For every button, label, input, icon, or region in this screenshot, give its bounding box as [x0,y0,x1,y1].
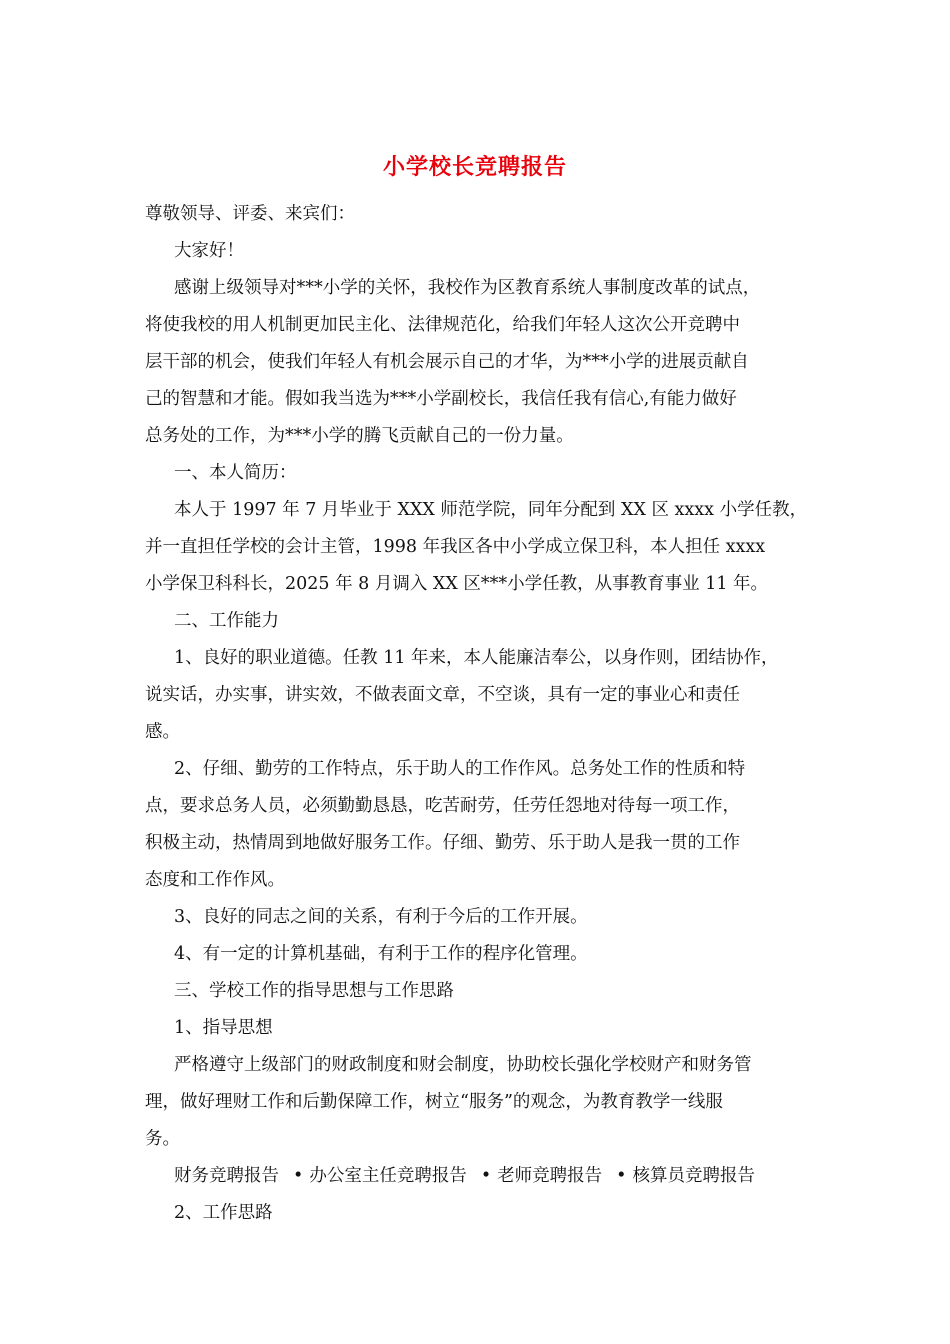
body-line: 2、仔细、勤劳的工作特点，乐于助人的工作作风。总务处工作的性质和特 [174,759,746,779]
body-line: 大家好！ [174,241,244,261]
related-link-finance[interactable]: 财务竞聘报告 [174,1166,279,1186]
section-heading: 三、学校工作的指导思想与工作思路 [174,981,454,1001]
body-line: 严格遵守上级部门的财政制度和财会制度，协助校长强化学校财产和财务管 [174,1055,752,1075]
body-line: 己的智慧和才能。假如我当选为***小学副校长，我信任我有信心,有能力做好 [145,389,737,409]
body-line: 3、良好的同志之间的关系，有利于今后的工作开展。 [174,907,588,927]
body-line: 小学保卫科科长，2025 年 8 月调入 XX 区***小学任教，从事教育事业 11 年。 [145,574,769,594]
body-line: 感。 [145,722,180,742]
related-link-accountant[interactable]: 核算员竞聘报告 [632,1166,755,1186]
body-line: 层干部的机会，使我们年轻人有机会展示自己的才华，为***小学的进展贡献自 [145,352,749,372]
section-heading: 二、工作能力 [174,611,279,631]
body-line: 说实话，办实事，讲实效，不做表面文章，不空谈，具有一定的事业心和责任 [145,685,740,705]
body-line: 4、有一定的计算机基础，有利于工作的程序化管理。 [174,944,588,964]
bullet-separator: • [616,1166,627,1186]
body-line: 将使我校的用人机制更加民主化、法律规范化，给我们年轻人这次公开竞聘中 [145,315,740,335]
related-link-teacher[interactable]: 老师竞聘报告 [497,1166,603,1186]
subsection-heading: 2、工作思路 [174,1203,273,1223]
section-heading: 一、本人简历： [174,463,297,483]
body-line: 1、良好的职业道德。任教 11 年来，本人能廉洁奉公，以身作则，团结协作， [174,648,779,668]
body-line: 理，做好理财工作和后勤保障工作，树立“服务”的观念，为教育教学一线服 [145,1092,723,1112]
body-line: 点，要求总务人员，必须勤勤恳恳，吃苦耐劳，任劳任怨地对待每一项工作， [145,796,740,816]
body-line: 态度和工作作风。 [145,870,285,890]
body-line: 感谢上级领导对***小学的关怀，我校作为区教育系统人事制度改革的试点， [174,278,761,298]
related-links [145,1158,825,1195]
bullet-separator: • [480,1166,492,1186]
document-title: 小学校长竞聘报告 [382,154,567,180]
bullet-separator: • [293,1166,304,1186]
body-line: 本人于 1997 年 7 月毕业于 XXX 师范学院，同年分配到 XX 区 xxxx 小学任教， [174,500,808,520]
body-line: 务。 [145,1129,180,1149]
body-line: 尊敬领导、评委、来宾们： [145,204,355,224]
body-line: 总务处的工作，为***小学的腾飞贡献自己的一份力量。 [145,426,574,446]
related-link-office-director[interactable]: 办公室主任竞聘报告 [309,1166,467,1186]
body-line: 并一直担任学校的会计主管，1998 年我区各中小学成立保卫科，本人担任 xxxx [145,537,766,557]
subsection-heading: 1、指导思想 [174,1018,273,1038]
document-body [145,196,825,1232]
body-line: 积极主动，热情周到地做好服务工作。仔细、勤劳、乐于助人是我一贯的工作 [145,833,740,853]
